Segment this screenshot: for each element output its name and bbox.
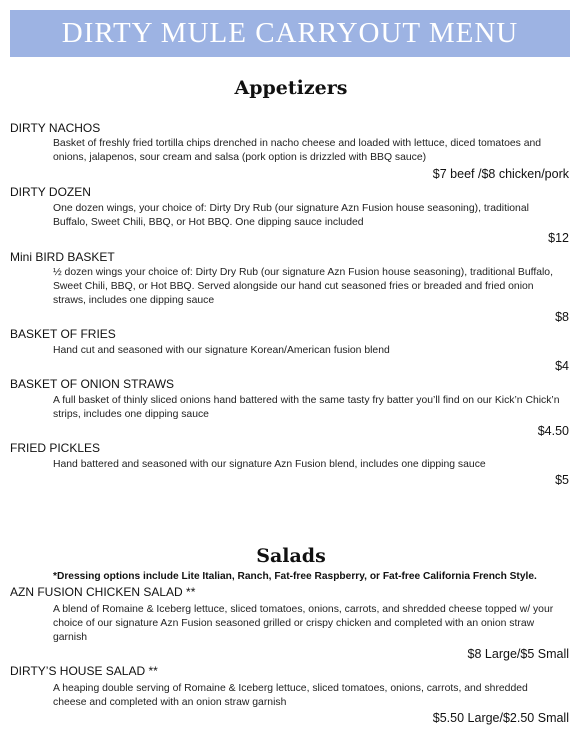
menu-title-banner (10, 10, 570, 57)
item-name: BASKET OF ONION STRAWS (10, 377, 175, 391)
item-description: A full basket of thinly sliced onions hand battered with the same tasty fry batter you’ll find on our Kick’n Chick’n strips, includes one dipping sauce (53, 395, 560, 420)
section-title-salads: Salads (256, 545, 326, 567)
item-price: $12 (548, 231, 569, 245)
item-description: Hand cut and seasoned with our signature Korean/American fusion blend (53, 345, 390, 356)
item-description: ½ dozen wings your choice of: Dirty Dry Rub (our signature Azn Fusion house seasoning), traditional Buffalo, Sweet Chili, BBQ, or Hot BBQ. Served alongside our hand cut seasoned fries or breaded and fried onion straws, includes one dipping sauce (53, 267, 553, 306)
item-price: $4.50 (537, 424, 569, 438)
item-price: $5.50 Large/$2.50 Small (432, 711, 569, 725)
item-price: $8 (555, 310, 569, 324)
menu-title: DIRTY MULE CARRYOUT MENU (61, 17, 519, 49)
item-description: Basket of freshly fried tortilla chips drenched in nacho cheese and loaded with lettuce, diced tomatoes and onions, jalapenos, sour cream and salsa (pork option is drizzled with BBQ sauce) (53, 138, 542, 163)
item-description: A blend of Romaine & Iceberg lettuce, sliced tomatoes, onions, carrots, and shredded cheese topped w/ your choice of our signature Azn Fusion seasoned grilled or crispy chicken and completed with an onion straw garnish (53, 604, 554, 643)
item-name: Mini BIRD BASKET (10, 250, 115, 264)
item-price: $7 beef /$8 chicken/pork (432, 167, 569, 181)
item-description: A heaping double serving of Romaine & Iceberg lettuce, sliced tomatoes, onions, carrots, and shredded cheese and completed with an onion straw garnish (53, 683, 528, 708)
item-description: One dozen wings, your choice of: Dirty Dry Rub (our signature Azn Fusion house seasoning), traditional Buffalo, Sweet Chili, BBQ, or Hot BBQ. One dipping sauce included (53, 203, 529, 228)
item-name: BASKET OF FRIES (10, 327, 116, 341)
section-title-appetizers: Appetizers (234, 77, 348, 99)
item-name: AZN FUSION CHICKEN SALAD ** (10, 585, 196, 599)
dressing-note: *Dressing options include Lite Italian, Ranch, Fat-free Raspberry, or Fat-free California French Style. (53, 571, 537, 582)
item-price: $8 Large/$5 Small (467, 647, 569, 661)
item-price: $5 (555, 473, 569, 487)
item-price: $4 (555, 359, 569, 373)
item-description: Hand battered and seasoned with our signature Azn Fusion blend, includes one dipping sauce (53, 459, 486, 470)
item-name: DIRTY NACHOS (10, 121, 101, 135)
item-name: DIRTY DOZEN (10, 185, 91, 199)
item-name: DIRTY’S HOUSE SALAD ** (10, 664, 158, 678)
item-name: FRIED PICKLES (10, 441, 101, 455)
